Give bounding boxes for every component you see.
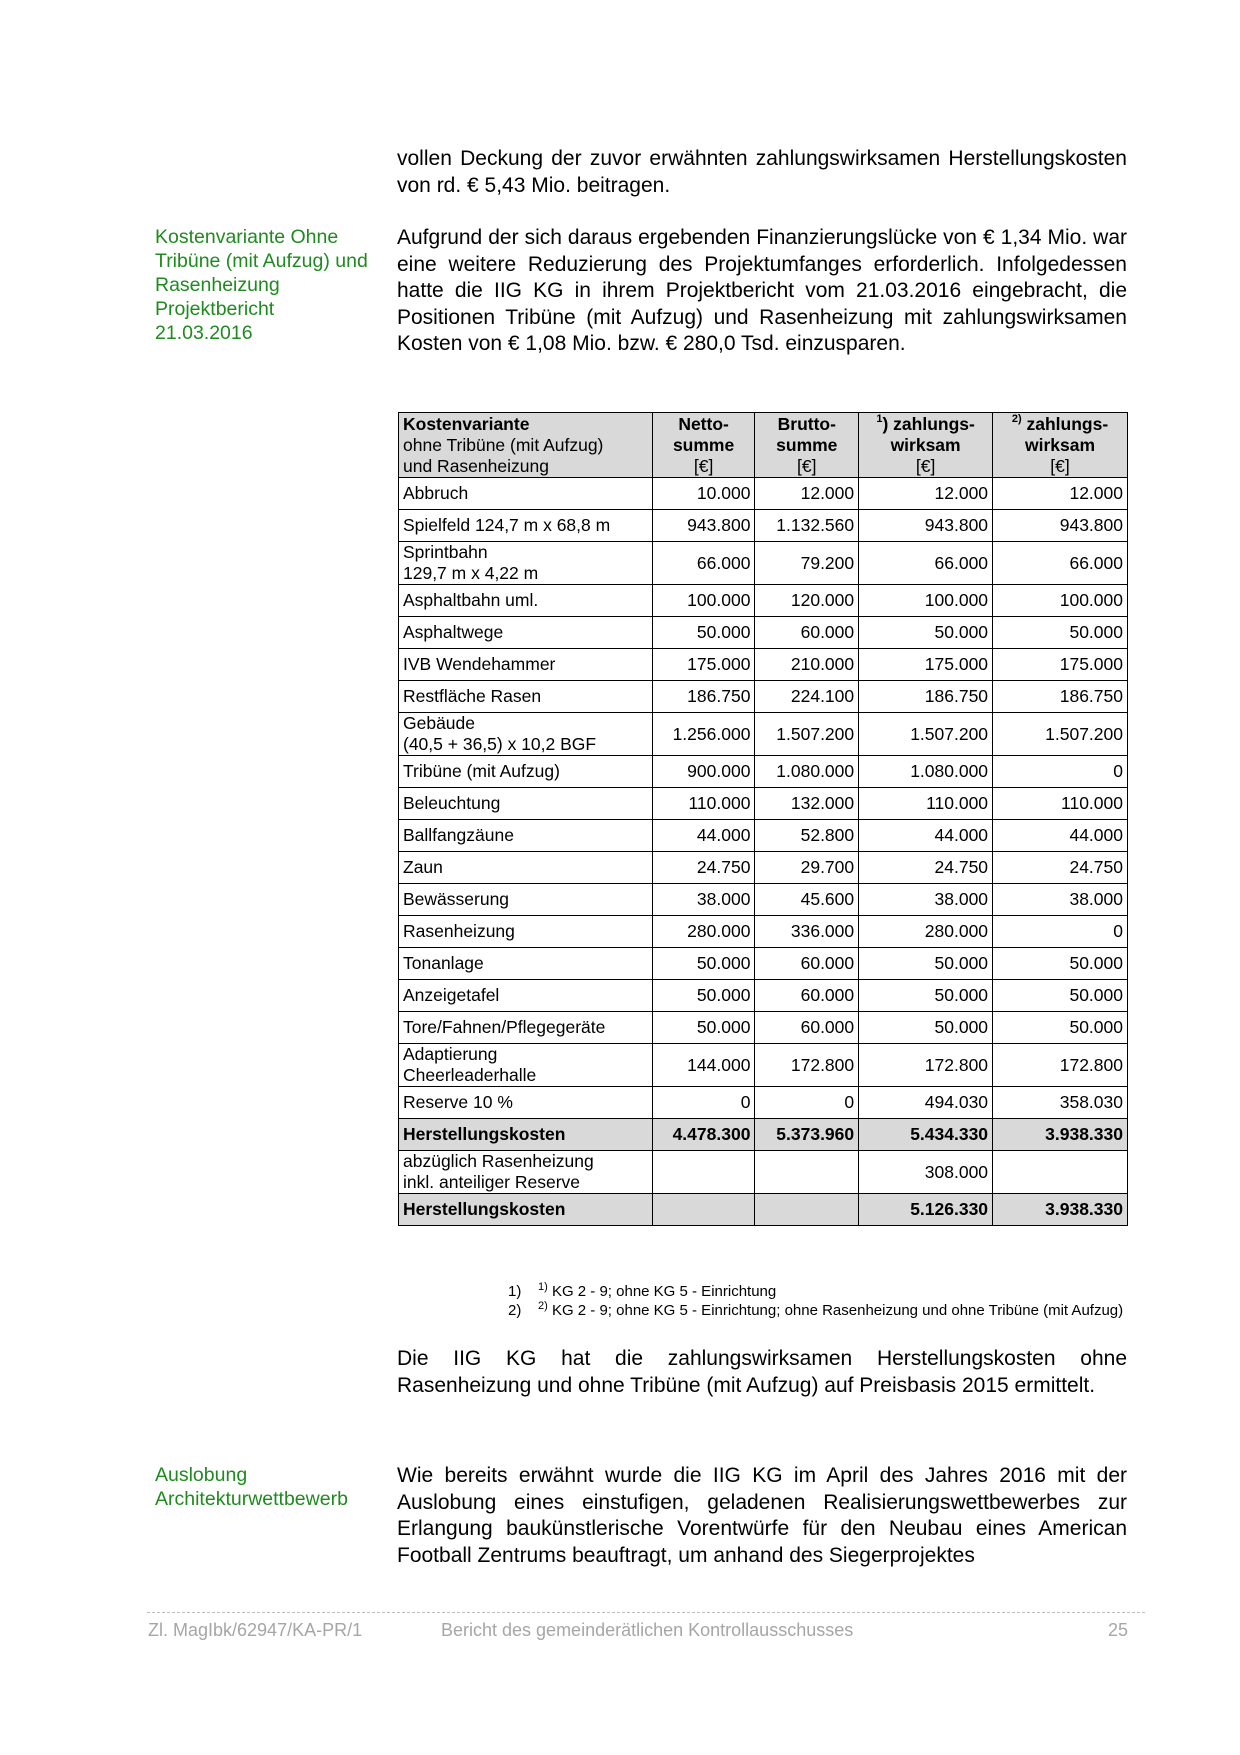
deduction-zahlungswirksam-1: 308.000 [859, 1151, 993, 1194]
row-z1: 12.000 [859, 478, 993, 510]
row-z2: 358.030 [993, 1087, 1128, 1119]
row-brutto: 45.600 [755, 884, 859, 916]
row-label: Sprintbahn 129,7 m x 4,22 m [399, 542, 653, 585]
header-zahlungswirksam-2: $^{2)}$ zahlungs- wirksam [€] [993, 413, 1128, 478]
table-row [399, 1012, 1128, 1044]
footer-reference: Zl. MagIbk/62947/KA-PR/1 [148, 1620, 363, 1640]
row-z1: 38.000 [859, 884, 993, 916]
row-z1: 186.750 [859, 681, 993, 713]
row-netto: 900.000 [652, 756, 755, 788]
row-brutto: 60.000 [755, 980, 859, 1012]
row-label: Asphaltbahn uml. [399, 585, 653, 617]
row-netto: 175.000 [652, 649, 755, 681]
row-label: Bewässerung [399, 884, 653, 916]
table-footnotes [508, 1282, 1128, 1320]
row-z1: 943.800 [859, 510, 993, 542]
row-netto: 100.000 [652, 585, 755, 617]
table-row [399, 510, 1128, 542]
row-netto: 50.000 [652, 1012, 755, 1044]
table-row-total [399, 1119, 1128, 1151]
row-z1: 50.000 [859, 948, 993, 980]
row-z1: 50.000 [859, 617, 993, 649]
row-z1: 494.030 [859, 1087, 993, 1119]
row-brutto: 12.000 [755, 478, 859, 510]
row-z2: 175.000 [993, 649, 1128, 681]
row-brutto: 210.000 [755, 649, 859, 681]
row-brutto: 60.000 [755, 617, 859, 649]
header-brutto: Brutto- summe [€] [755, 413, 859, 478]
table-row [399, 980, 1128, 1012]
row-z2: 50.000 [993, 948, 1128, 980]
table-row [399, 713, 1128, 756]
footnote-1: 1) $^{1)}$ KG 2 - 9; ohne KG 5 - Einrichtung [508, 1281, 777, 1300]
total-net-label: Herstellungskosten [399, 1194, 653, 1226]
page-number: 25 [1108, 1620, 1129, 1640]
row-brutto: 60.000 [755, 948, 859, 980]
row-brutto: 52.800 [755, 820, 859, 852]
row-netto: 144.000 [652, 1044, 755, 1087]
table-row [399, 756, 1128, 788]
row-z1: 66.000 [859, 542, 993, 585]
row-netto: 110.000 [652, 788, 755, 820]
row-label: Tonanlage [399, 948, 653, 980]
row-brutto: 1.507.200 [755, 713, 859, 756]
table-row [399, 649, 1128, 681]
row-z1: 100.000 [859, 585, 993, 617]
row-netto: 50.000 [652, 948, 755, 980]
footer-divider [147, 1612, 1145, 1613]
row-label: Gebäude (40,5 + 36,5) x 10,2 BGF [399, 713, 653, 756]
row-z2: 0 [993, 756, 1128, 788]
row-label: Zaun [399, 852, 653, 884]
total-netto: 4.478.300 [652, 1119, 755, 1151]
row-label: Abbruch [399, 478, 653, 510]
row-brutto: 224.100 [755, 681, 859, 713]
footnote-2: 2) $^{2)}$ KG 2 - 9; ohne KG 5 - Einrichtung; ohne Rasenheizung und ohne Tribüne (mit Aufzug) [508, 1300, 1124, 1319]
margin-note-kostenvariante: Kostenvariante Ohne Tribüne (mit Aufzug) und Rasenheizung Projektbericht 21.03.2016 [155, 226, 368, 344]
row-z1: 175.000 [859, 649, 993, 681]
row-label: Spielfeld 124,7 m x 68,8 m [399, 510, 653, 542]
table-row [399, 1044, 1128, 1087]
table-row [399, 884, 1128, 916]
total-label: Herstellungskosten [399, 1119, 653, 1151]
row-netto: 38.000 [652, 884, 755, 916]
row-brutto: 132.000 [755, 788, 859, 820]
row-brutto: 0 [755, 1087, 859, 1119]
paragraph-preisbasis: Die IIG KG hat die zahlungswirksamen Herstellungskosten ohne Rasenheizung und ohne Tribüne (mit Aufzug) auf Preisbasis 2015 ermittelt. [397, 1347, 1127, 1397]
header-zahlungswirksam-1: $^1$) zahlungs- wirksam [€] [859, 413, 993, 478]
row-netto: 0 [652, 1087, 755, 1119]
footer-title: Bericht des gemeinderätlichen Kontrollausschusses [441, 1620, 854, 1640]
total-zahlungswirksam-2: 3.938.330 [993, 1119, 1128, 1151]
table-row [399, 788, 1128, 820]
row-z2: 12.000 [993, 478, 1128, 510]
total-net-zahlungswirksam-2: 3.938.330 [993, 1194, 1128, 1226]
row-netto: 24.750 [652, 852, 755, 884]
row-z2: 50.000 [993, 980, 1128, 1012]
row-brutto: 79.200 [755, 542, 859, 585]
row-label: Beleuchtung [399, 788, 653, 820]
row-brutto: 336.000 [755, 916, 859, 948]
row-z2: 172.800 [993, 1044, 1128, 1087]
row-z2: 0 [993, 916, 1128, 948]
row-netto: 1.256.000 [652, 713, 755, 756]
row-z1: 280.000 [859, 916, 993, 948]
deduction-label: abzüglich Rasenheizung inkl. anteiliger Reserve [399, 1151, 653, 1194]
table-row [399, 542, 1128, 585]
row-z1: 172.800 [859, 1044, 993, 1087]
row-z1: 50.000 [859, 1012, 993, 1044]
row-z2: 1.507.200 [993, 713, 1128, 756]
row-z1: 1.080.000 [859, 756, 993, 788]
row-label: Ballfangzäune [399, 820, 653, 852]
paragraph-finanzierungsluecke: Aufgrund der sich daraus ergebenden Finanzierungslücke von € 1,34 Mio. war eine weitere Reduzierung des Projektumfanges erforderlich. Infolgedessen hatte die IIG KG in ihrem Projektbericht vom 21.03.2016 eingebracht, die Positionen Tribüne (mit Aufzug) und Rasenheizung mit zahlungswirksamen Kosten von € 1,08 Mio. bzw. € 280,0 Tsd. einzusparen. [397, 226, 1127, 355]
paragraph-auslobung: Wie bereits erwähnt wurde die IIG KG im April des Jahres 2016 mit der Auslobung eines einstufigen, geladenen Realisierungswettbewerbes zur Erlangung baukünstlerische Vorentwürfe für den Neubau eines American Football Zentrums beauftragt, um anhand des Siegerprojektes [397, 1464, 1127, 1567]
row-label: Rasenheizung [399, 916, 653, 948]
table-row [399, 852, 1128, 884]
table-row [399, 478, 1128, 510]
header-netto: Netto- summe [€] [652, 413, 755, 478]
row-z2: 186.750 [993, 681, 1128, 713]
row-netto: 50.000 [652, 617, 755, 649]
row-z2: 100.000 [993, 585, 1128, 617]
row-label: Reserve 10 % [399, 1087, 653, 1119]
row-label: Asphaltwege [399, 617, 653, 649]
table-row [399, 585, 1128, 617]
row-netto: 943.800 [652, 510, 755, 542]
cost-table [398, 412, 1128, 1226]
row-label: Anzeigetafel [399, 980, 653, 1012]
table-row-deduction [399, 1151, 1128, 1194]
total-zahlungswirksam-1: 5.434.330 [859, 1119, 993, 1151]
table-row [399, 617, 1128, 649]
row-label: Tore/Fahnen/Pflegegeräte [399, 1012, 653, 1044]
row-brutto: 1.132.560 [755, 510, 859, 542]
table-row [399, 820, 1128, 852]
row-z2: 24.750 [993, 852, 1128, 884]
row-netto: 280.000 [652, 916, 755, 948]
row-z1: 1.507.200 [859, 713, 993, 756]
table-row [399, 948, 1128, 980]
row-z2: 50.000 [993, 1012, 1128, 1044]
row-label: Adaptierung Cheerleaderhalle [399, 1044, 653, 1087]
row-brutto: 120.000 [755, 585, 859, 617]
row-label: Tribüne (mit Aufzug) [399, 756, 653, 788]
margin-note-auslobung: Auslobung Architekturwettbewerb [155, 1464, 348, 1510]
row-z1: 24.750 [859, 852, 993, 884]
row-z1: 50.000 [859, 980, 993, 1012]
row-label: IVB Wendehammer [399, 649, 653, 681]
row-brutto: 29.700 [755, 852, 859, 884]
table-row [399, 681, 1128, 713]
row-netto: 10.000 [652, 478, 755, 510]
row-z2: 66.000 [993, 542, 1128, 585]
row-netto: 44.000 [652, 820, 755, 852]
row-netto: 186.750 [652, 681, 755, 713]
table-header-row [399, 413, 1128, 478]
total-brutto: 5.373.960 [755, 1119, 859, 1151]
header-kostenvariante: Kostenvariante ohne Tribüne (mit Aufzug) und Rasenheizung [399, 413, 653, 478]
table-row [399, 916, 1128, 948]
paragraph-intro: vollen Deckung der zuvor erwähnten zahlungswirksamen Herstellungskosten von rd. € 5,43 Mio. beitragen. [397, 147, 1127, 197]
row-label: Restfläche Rasen [399, 681, 653, 713]
row-z2: 44.000 [993, 820, 1128, 852]
row-z1: 110.000 [859, 788, 993, 820]
row-z2: 110.000 [993, 788, 1128, 820]
row-brutto: 172.800 [755, 1044, 859, 1087]
row-netto: 50.000 [652, 980, 755, 1012]
total-net-zahlungswirksam-1: 5.126.330 [859, 1194, 993, 1226]
row-brutto: 1.080.000 [755, 756, 859, 788]
row-z1: 44.000 [859, 820, 993, 852]
table-row-total-net [399, 1194, 1128, 1226]
row-netto: 66.000 [652, 542, 755, 585]
row-brutto: 60.000 [755, 1012, 859, 1044]
row-z2: 50.000 [993, 617, 1128, 649]
row-z2: 38.000 [993, 884, 1128, 916]
table-row [399, 1087, 1128, 1119]
row-z2: 943.800 [993, 510, 1128, 542]
